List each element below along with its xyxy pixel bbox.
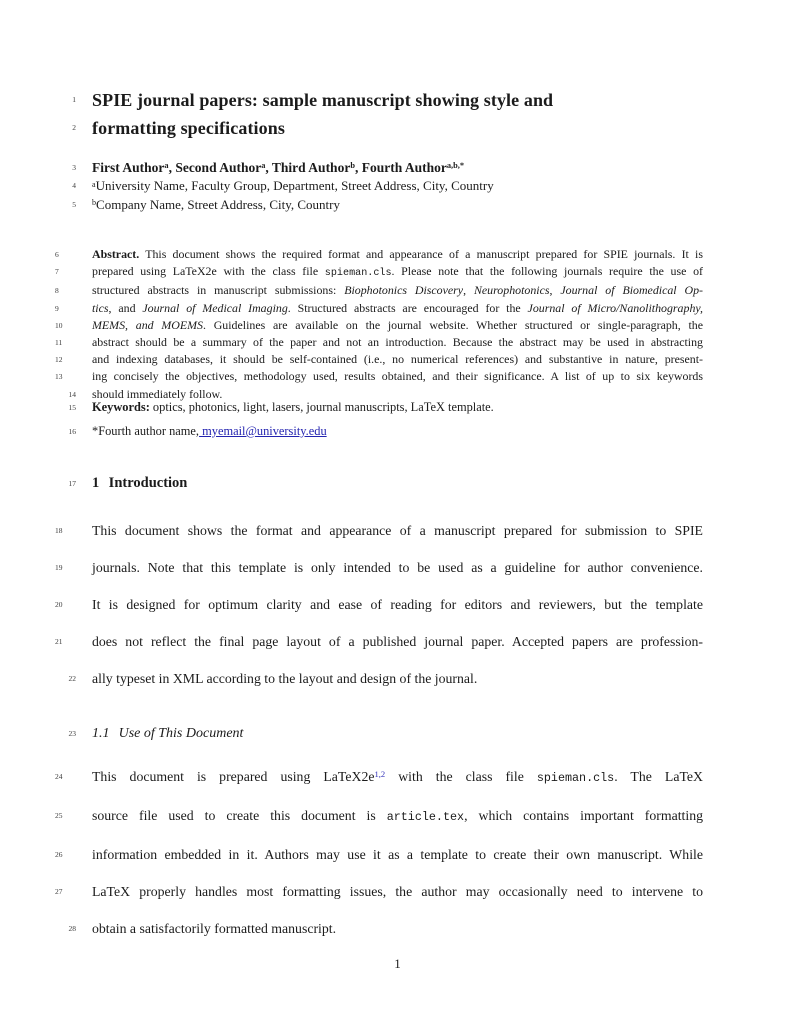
line-number: 12 [55, 355, 63, 365]
page-number: 1 [394, 956, 401, 971]
text-line [68, 724, 703, 743]
usage-paragraph [55, 758, 704, 947]
line-number: 18 [55, 526, 63, 535]
line-number: 2 [72, 123, 76, 132]
line-number: 6 [55, 250, 59, 259]
text-line [55, 758, 704, 797]
text-line [55, 797, 703, 836]
text-line [72, 159, 703, 177]
text-line [55, 300, 703, 317]
corresponding-author-line [68, 423, 703, 440]
line-number: 10 [55, 320, 63, 330]
line-number: 5 [72, 199, 76, 209]
line-number: 4 [72, 181, 76, 191]
text-segment: , Second Author [168, 160, 262, 175]
text-segment: Neurophotonics [473, 283, 550, 298]
line-number: 28 [68, 924, 76, 933]
text-segment: MEMS, and MOEMS [92, 317, 203, 332]
text-segment: a [164, 161, 169, 171]
text-segment: spieman.cls [536, 771, 615, 785]
section-1-1-heading [68, 724, 703, 743]
text-segment: . Structured abstracts are encouraged for the [287, 300, 528, 315]
keywords-line [68, 399, 703, 416]
text-segment: This document is prepared using LaTeX2e [92, 769, 375, 784]
text-line [72, 86, 703, 114]
paper-title [72, 86, 703, 142]
text-segment: 1.1 [92, 726, 110, 741]
text-segment: Company Name, Street Address, City, Country [96, 196, 340, 212]
text-segment: a [92, 179, 96, 189]
text-line [72, 114, 703, 142]
line-number: 24 [55, 772, 63, 781]
text-segment: with the class file [385, 769, 537, 784]
text-line [55, 836, 703, 873]
line-number: 3 [72, 163, 76, 172]
text-segment: optics, photonics, light, lasers, journal manuscripts, LaTeX template. [149, 400, 494, 414]
text-segment: tics [92, 300, 109, 315]
text-line [55, 263, 703, 282]
authors-and-affiliations [72, 159, 703, 214]
text-line [72, 177, 703, 195]
text-segment: abstract should be a summary of the paper and not an introduction. Because the abstract may be used in abstracting [92, 335, 703, 350]
text-line [55, 317, 703, 334]
line-number: 15 [68, 403, 76, 412]
text-line [55, 873, 703, 910]
text-line [68, 474, 703, 493]
text-line [55, 512, 703, 549]
text-segment: Use of This Document [118, 726, 244, 741]
text-segment: , and [108, 300, 143, 315]
text-line [68, 399, 703, 416]
line-number: 22 [68, 674, 76, 683]
text-segment: article.tex [386, 810, 465, 824]
text-segment: Biophotonics Discovery [344, 283, 464, 298]
line-number: 27 [55, 887, 63, 896]
text-segment: spieman.cls [324, 268, 392, 280]
text-segment: Introduction [108, 475, 188, 491]
line-number: 16 [68, 427, 76, 436]
text-line [55, 368, 703, 385]
text-segment: b [92, 198, 97, 208]
text-segment: prepared using LaTeX2e with the class file [92, 264, 325, 279]
text-segment: It is designed for optimum clarity and ease of reading for editors and reviewers, but the template [92, 597, 703, 612]
line-number: 23 [68, 729, 76, 738]
abstract [55, 246, 703, 403]
text-segment: . Please note that the following journals require the use of [391, 264, 703, 279]
text-line [55, 586, 703, 623]
text-segment: b [350, 161, 355, 171]
text-segment: Journal of Medical Imaging [142, 300, 288, 315]
text-segment: University Name, Faculty Group, Department, Street Address, City, Country [95, 178, 494, 194]
line-number: 8 [55, 286, 59, 296]
text-segment: First Author [92, 160, 165, 175]
text-line [55, 246, 703, 263]
text-segment: structured abstracts in manuscript submissions: [92, 283, 345, 298]
line-number: 14 [68, 389, 76, 399]
line-number: 13 [55, 372, 63, 382]
text-segment: Journal of Micro/Nanolithography, [527, 300, 703, 315]
line-number: 20 [55, 600, 63, 609]
introduction-paragraph [55, 512, 703, 697]
text-line [68, 660, 703, 697]
email-link[interactable]: myemail@university.edu [199, 424, 327, 438]
line-number: 7 [55, 267, 59, 277]
text-segment: , which contains important formatting [464, 808, 703, 823]
line-number: 25 [55, 811, 63, 820]
text-segment: , [549, 283, 561, 298]
text-line [55, 549, 703, 586]
text-segment: ally typeset in XML according to the layout and design of the journal. [92, 671, 478, 686]
text-segment: information embedded in it. Authors may use it as a template to create their own manuscript. While [92, 847, 703, 862]
text-segment: journals. Note that this template is only intended to be used as a guideline for author convenience. [92, 560, 703, 575]
text-segment: This document shows the format and appearance of a manuscript prepared for submission to SPIE [92, 523, 703, 538]
text-segment: . The LaTeX [614, 769, 704, 784]
text-line [55, 334, 703, 351]
text-segment: LaTeX properly handles most formatting issues, the author may occasionally need to intervene to [92, 884, 703, 899]
line-number: 21 [55, 637, 63, 646]
text-line [55, 351, 703, 368]
line-number: 1 [72, 95, 76, 104]
text-segment: . Guidelines are available on the journal website. Whether structured or single-paragraph, the [202, 317, 703, 332]
text-line [55, 282, 703, 299]
text-segment: , Fourth Author [354, 160, 447, 175]
text-line [72, 196, 703, 214]
text-line [55, 623, 703, 660]
text-segment: obtain a satisfactorily formatted manuscript. [92, 921, 337, 936]
text-segment: ing concisely the objectives, methodology used, results obtained, and their significance. A list of up to six keywords [92, 369, 703, 384]
section-1-heading [68, 474, 703, 493]
line-number: 9 [55, 303, 59, 313]
text-segment: SPIE journal papers: sample manuscript showing style and [92, 90, 554, 110]
text-segment: 1 [92, 475, 100, 491]
text-line [68, 423, 703, 440]
line-number: 17 [68, 479, 76, 488]
text-segment: and indexing databases, it should be self-contained (i.e., no numerical references) and substantive in nature, present- [92, 352, 703, 367]
line-number: 19 [55, 563, 63, 572]
text-segment: , Third Author [265, 160, 351, 175]
text-line [68, 910, 703, 947]
line-number: 26 [55, 850, 63, 859]
text-segment: Journal of Biomedical Op- [560, 283, 703, 298]
line-number: 11 [55, 338, 63, 348]
text-segment: source file used to create this document is [92, 808, 387, 823]
text-segment: Abstract. [92, 247, 140, 261]
citation-superscript[interactable]: 1,2 [374, 769, 386, 780]
text-segment: *Fourth author name, [92, 424, 200, 438]
text-segment: formatting specifications [92, 118, 285, 138]
text-segment: This document shows the required format and appearance of a manuscript prepared for SPIE journals. It is [139, 247, 703, 261]
text-segment: , [463, 283, 474, 298]
text-segment: Keywords: [92, 400, 150, 414]
text-segment: should immediately follow. [92, 386, 223, 401]
text-segment: a,b,* [446, 161, 465, 171]
text-segment: a [261, 161, 266, 171]
text-segment: does not reflect the final page layout of a published journal paper. Accepted papers are profession- [92, 634, 703, 649]
